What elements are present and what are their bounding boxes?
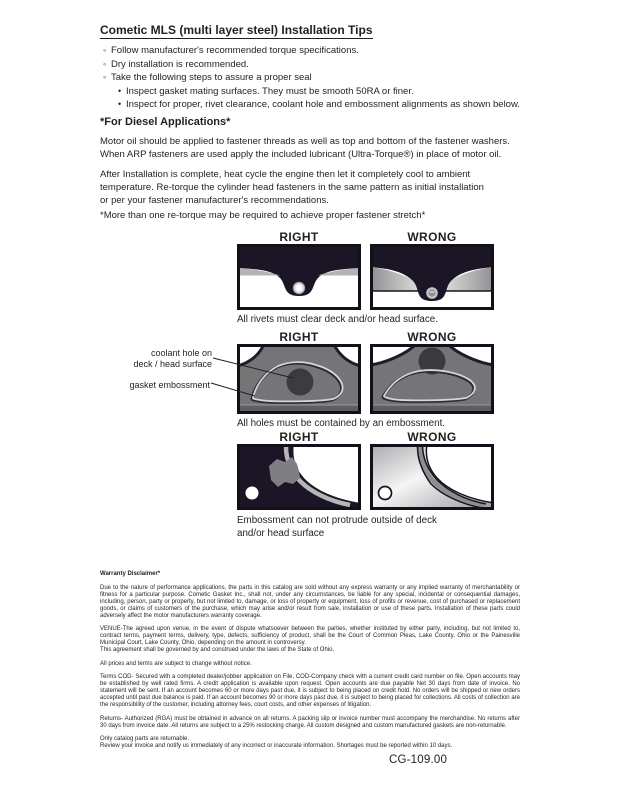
sub-bullet-icon: • — [118, 85, 122, 96]
leader-lines — [209, 353, 304, 399]
embossment-wrong-diagram — [370, 344, 494, 414]
wrong-label: WRONG — [407, 430, 457, 444]
list-item — [118, 98, 520, 112]
warranty-heading: Warranty Disclaimer* — [100, 571, 161, 577]
diagram-row-protrusion — [237, 430, 497, 540]
returns-paragraph: Returns- Authorized (RGA) must be obtained in advance on all returns. A packing slip or invoice number must accompany the merchandise. No returns after 30 days from invoice date. All returns are subject to a 25% restocking charge. All custom designed and custom manufactured gaskets are non-returnable. — [100, 715, 520, 729]
retorque-note: *More than one re-torque may be required to achieve proper fastener stretch* — [100, 210, 426, 222]
tip-text: Inspect for proper, rivet clearance, coolant hole and embossment alignments as shown below. — [126, 99, 520, 110]
wrong-label: WRONG — [407, 330, 457, 344]
diesel-paragraph-2: After Installation is complete, heat cycle the engine then let it completely cool to ambient temperature. Re-torque the cylinder head fasteners in the same pattern as initial installation or per your fastener manufacturer's recommendations. — [100, 168, 484, 207]
right-label: RIGHT — [279, 330, 319, 344]
prices-paragraph: All prices and terms are subject to change without notice. — [100, 660, 252, 667]
list-item — [103, 71, 520, 85]
list-item — [118, 85, 520, 99]
rivet-right-diagram — [237, 244, 361, 310]
bullet-icon: ◦ — [103, 58, 107, 69]
list-item — [103, 44, 520, 58]
protrusion-caption: Embossment can not protrude outside of deck and/or head surface — [237, 515, 437, 539]
tip-text: Follow manufacturer's recommended torque specifications. — [111, 45, 359, 56]
sub-bullet-icon: • — [118, 99, 122, 109]
tip-text: Take the following steps to assure a proper seal — [111, 72, 312, 83]
catalog-paragraph: Only catalog parts are returnable. — [100, 736, 190, 742]
diesel-section — [100, 116, 510, 223]
diesel-heading: *For Diesel Applications* — [100, 116, 231, 128]
venue-paragraph: VENUE-The agreed upon venue, in the event of dispute whatsoever between the parties, whether instituted by either party, including, but not limited to, contract terms, payment terms, delivery, type, defects, sufficiency of product, shall be the Court of Common Pleas, Lake County, Ohio or the Painesville Municipal Court, Lake County, Ohio, depending on the amount in controversy. — [100, 626, 520, 646]
terms-paragraph: Terms COD- Secured with a completed dealer/jobber application on File, COD-Company check with a current credit card number on file. Open accounts may be established by well rated firms. A credit application is available upon request. Open accounts are due payable Net 30 days from date of invoice. No statement will be sent. If an account becomes 60 or more days past due, it is subject to being placed on credit hold. No orders will be shipped or new orders accepted until past due balance is paid. If an account becomes 90 or more days past due, it is subject to being placed for collections. All costs of collection are the responsibility of the customer, including attorney fees, court costs, and other expenses of litigation. — [100, 674, 520, 708]
diesel-paragraph-1: Motor oil should be applied to fastener threads as well as top and bottom of the fastener washers. When ARP fasteners are used apply the included lubricant (Ultra-Torque®) in place of motor oil. — [100, 136, 510, 161]
review-paragraph: Review your invoice and notify us immediately of any incorrect or inaccurate information. Shortages must be reported within 10 days. — [100, 743, 453, 749]
warranty-fine-print — [100, 571, 520, 757]
rivet-wrong-diagram — [370, 244, 494, 310]
diagram-row-rivets — [237, 230, 497, 327]
page-title: Cometic MLS (multi layer steel) Installation Tips — [100, 23, 373, 37]
page-number: CG-109.00 — [389, 754, 448, 766]
rivet-caption: All rivets must clear deck and/or head surface. — [237, 314, 438, 325]
right-label: RIGHT — [279, 430, 319, 444]
installation-tips-list — [103, 44, 520, 112]
right-label: RIGHT — [279, 230, 319, 244]
warranty-paragraph: Due to the nature of performance applications, the parts in this catalog are sold without any express warranty or any implied warranty of merchantability or fitness for a particular purpose. Cometic Gasket Inc., shall not, under any circumstances, be liable for any special, incidental or consequential damages, including, person, party or property, but not limited to, damage, or loss of property or equipment, loss of profits or revenue, cost of purchased or replacement goods, or claims of customers of the purchase, which may arise and/or result from sale, installation or use of these parts. Installation of these parts could adversely affect the motor manufacturers warranty coverage. — [100, 584, 520, 619]
list-item — [103, 58, 520, 72]
bullet-icon: ◦ — [103, 72, 107, 82]
bullet-icon: ◦ — [103, 45, 107, 55]
holes-caption: All holes must be contained by an embossment. — [237, 418, 446, 429]
tip-text: Dry installation is recommended. — [111, 58, 249, 70]
coolant-hole-label: coolant hole on deck / head surface — [133, 348, 212, 369]
agreement-paragraph: This agreement shall be governed by and construed under the laws of the State of Ohio. — [100, 647, 335, 653]
tip-text: Inspect gasket mating surfaces. They must be smooth 50RA or finer. — [126, 85, 414, 97]
wrong-label: WRONG — [407, 230, 457, 244]
protrusion-wrong-diagram — [370, 444, 494, 510]
gasket-embossment-label: gasket embossment — [129, 380, 210, 390]
protrusion-right-diagram — [237, 444, 361, 510]
